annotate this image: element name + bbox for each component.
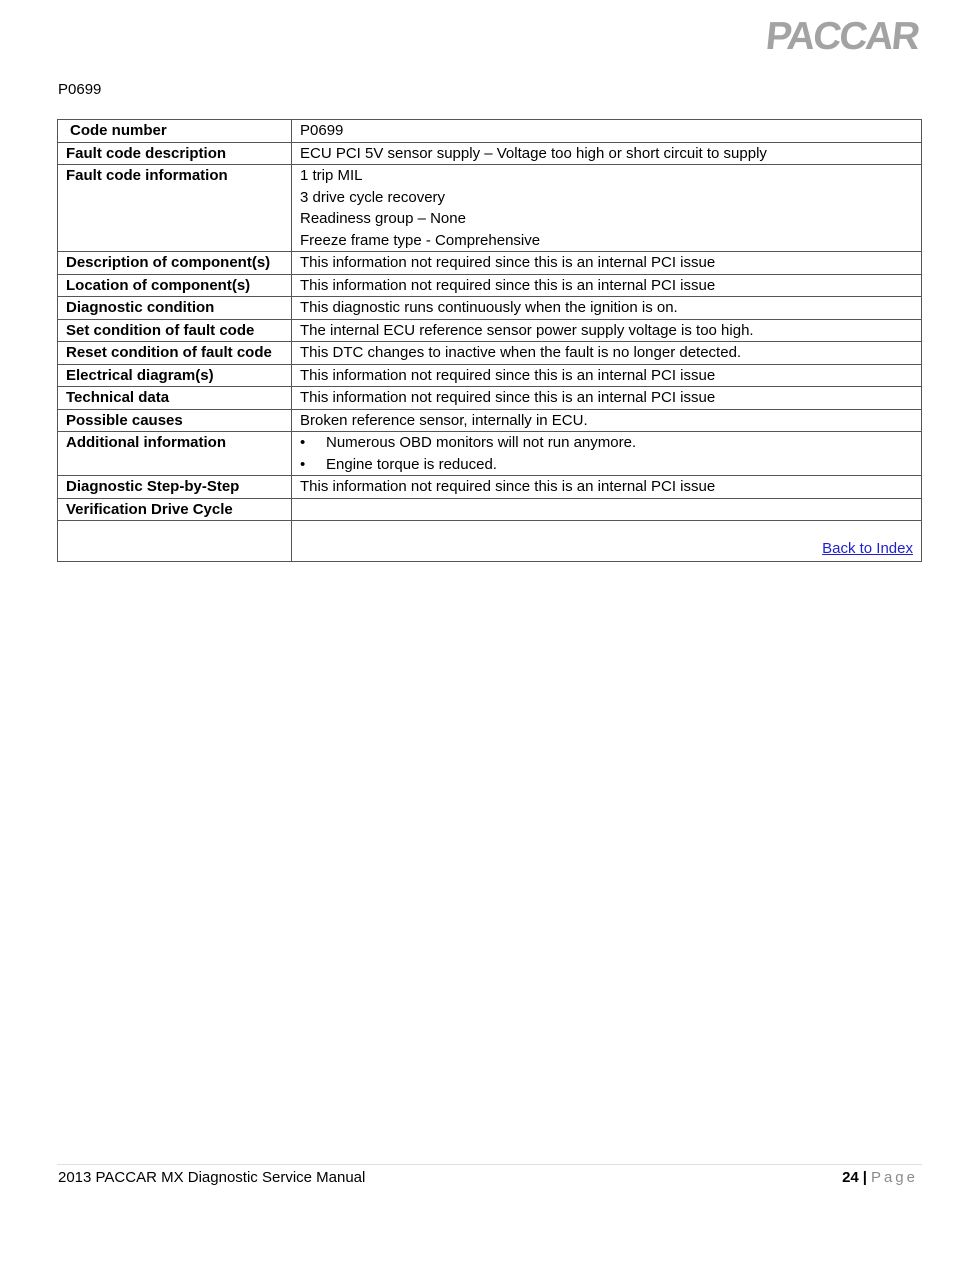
page-number: 24: [842, 1169, 859, 1186]
table-row: [58, 387, 922, 410]
list-item: [300, 454, 913, 476]
row-value: This information not required since this is an internal PCI issue: [292, 364, 922, 387]
page-separator: |: [862, 1169, 867, 1186]
table-row: [58, 476, 922, 499]
back-to-index-link[interactable]: Back to Index: [822, 540, 913, 558]
fault-code-table: [57, 119, 922, 562]
table-row: [58, 364, 922, 387]
row-label: Description of component(s): [58, 252, 292, 275]
table-row: [58, 165, 922, 252]
table-row: [58, 432, 922, 476]
paccar-logo: PACCAR: [763, 15, 921, 58]
row-value-bullets: [292, 432, 922, 476]
row-label: Code number: [58, 120, 292, 143]
footer-page-info: [842, 1168, 918, 1188]
row-label: Fault code description: [58, 142, 292, 165]
row-value: ECU PCI 5V sensor supply – Voltage too high or short circuit to supply: [292, 142, 922, 165]
row-value: This information not required since this is an internal PCI issue: [292, 476, 922, 499]
row-value: P0699: [292, 120, 922, 143]
row-label: Location of component(s): [58, 274, 292, 297]
page-word: Page: [870, 1169, 918, 1186]
bullet-text: Engine torque is reduced.: [326, 455, 497, 473]
row-value: The internal ECU reference sensor power supply voltage is too high.: [292, 319, 922, 342]
row-value-multiline: [292, 165, 922, 252]
row-value: This information not required since this is an internal PCI issue: [292, 252, 922, 275]
row-value: This DTC changes to inactive when the fault is no longer detected.: [292, 342, 922, 365]
table-row: [58, 521, 922, 562]
row-label: Verification Drive Cycle: [58, 498, 292, 521]
row-label: Technical data: [58, 387, 292, 410]
table-row: [58, 120, 922, 143]
list-item: [300, 432, 913, 454]
table-row: [58, 142, 922, 165]
footer-manual-title: 2013 PACCAR MX Diagnostic Service Manual: [58, 1169, 366, 1186]
table-row: [58, 409, 922, 432]
table-row: [58, 319, 922, 342]
info-line: Freeze frame type - Comprehensive: [300, 231, 541, 249]
page-code-heading: P0699: [58, 81, 102, 98]
table-row: [58, 498, 922, 521]
row-label: Set condition of fault code: [58, 319, 292, 342]
table-row: [58, 252, 922, 275]
bullet-text: Numerous OBD monitors will not run anymore.: [326, 434, 637, 451]
info-line: 3 drive cycle recovery: [300, 188, 446, 206]
bullet-list: [300, 432, 913, 475]
row-label: Additional information: [58, 432, 292, 476]
row-value: This information not required since this is an internal PCI issue: [292, 387, 922, 410]
row-label: Electrical diagram(s): [58, 364, 292, 387]
empty-cell: [58, 521, 292, 562]
row-label: Fault code information: [58, 165, 292, 252]
table-row: [58, 297, 922, 320]
row-value: This information not required since this is an internal PCI issue: [292, 274, 922, 297]
row-label: Diagnostic condition: [58, 297, 292, 320]
row-label: Reset condition of fault code: [58, 342, 292, 365]
bullet-icon: •: [300, 455, 306, 473]
row-label: Diagnostic Step-by-Step: [58, 476, 292, 499]
back-link-cell: [292, 521, 922, 562]
row-value: [292, 498, 922, 521]
info-line: 1 trip MIL: [300, 167, 363, 184]
info-line: Readiness group – None: [300, 210, 466, 227]
bullet-icon: •: [300, 434, 306, 451]
row-label: Possible causes: [58, 409, 292, 432]
table-row: [58, 274, 922, 297]
footer-divider: [57, 1164, 922, 1165]
row-value: This diagnostic runs continuously when the ignition is on.: [292, 297, 922, 320]
row-value: Broken reference sensor, internally in ECU.: [292, 409, 922, 432]
table-row: [58, 342, 922, 365]
